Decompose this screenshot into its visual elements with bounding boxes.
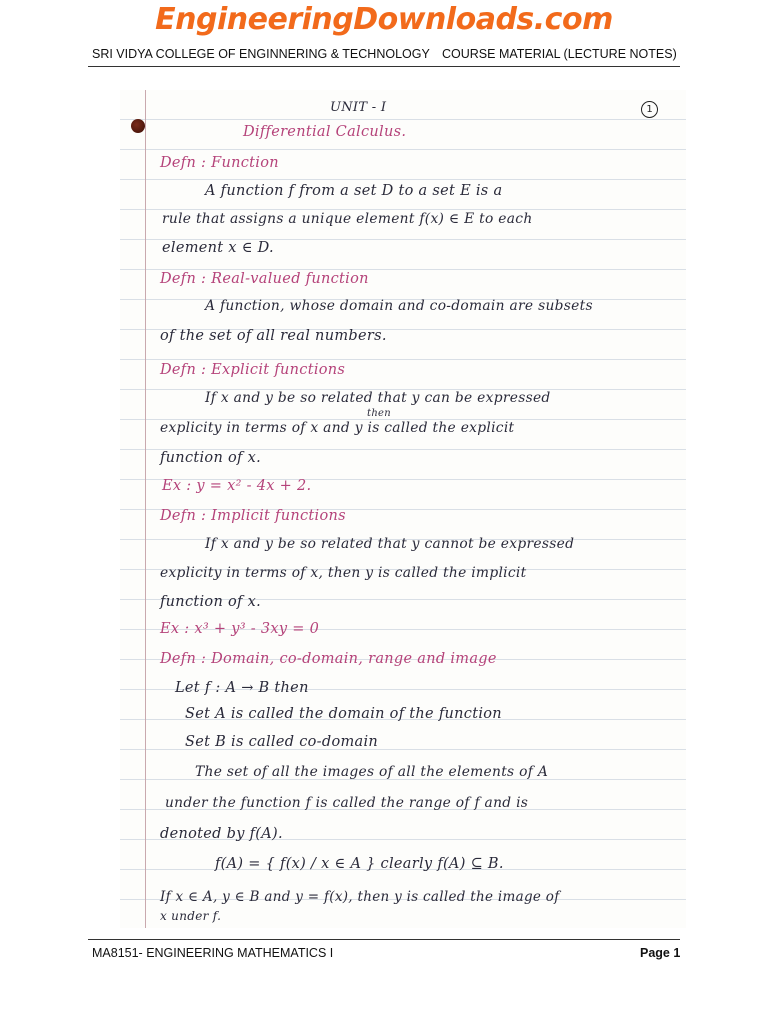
note-line: If x ∈ A, y ∈ B and y = f(x), then y is called the image of: [160, 889, 560, 905]
topic-title: Differential Calculus.: [243, 124, 407, 140]
defn-heading: Defn : Explicit functions: [160, 362, 346, 378]
footer-course: MA8151- ENGINEERING MATHEMATICS I: [92, 946, 334, 960]
defn-heading: Defn : Domain, co-domain, range and image: [160, 651, 497, 667]
footer-page: Page 1: [640, 946, 681, 960]
note-line: f(A) = { f(x) / x ∈ A } clearly f(A) ⊆ B.: [215, 856, 504, 872]
note-line: explicity in terms of x, then y is called the implicit: [160, 565, 527, 581]
note-line: If x and y be so related that y can be expressed: [205, 390, 551, 406]
margin-line: [145, 90, 146, 928]
note-correction: then: [367, 408, 392, 419]
punch-hole: [131, 119, 145, 133]
unit-title: UNIT - I: [330, 100, 387, 115]
note-line: of the set of all real numbers.: [160, 328, 387, 344]
note-line: rule that assigns a unique element f(x) ∈ E to each: [162, 211, 533, 227]
note-line: The set of all the images of all the elements of A: [195, 764, 549, 780]
header-rule: [88, 66, 680, 67]
example-line: Ex : x³ + y³ - 3xy = 0: [160, 621, 320, 637]
note-line: Set A is called the domain of the function: [185, 706, 502, 722]
note-line: A function f from a set D to a set E is a: [205, 183, 503, 199]
note-line: under the function f is called the range of f and is: [165, 795, 529, 811]
note-line: function of x.: [160, 450, 261, 466]
note-line: function of x.: [160, 594, 261, 610]
note-line: A function, whose domain and co-domain are subsets: [205, 298, 593, 314]
example-line: Ex : y = x² - 4x + 2.: [162, 478, 312, 494]
footer-rule: [88, 939, 680, 940]
header-college: SRI VIDYA COLLEGE OF ENGINNERING & TECHNOLOGY: [92, 47, 430, 61]
note-line: denoted by f(A).: [160, 826, 283, 842]
defn-heading: Defn : Function: [160, 155, 279, 171]
note-line: x under f.: [160, 909, 222, 923]
note-line: Set B is called co-domain: [185, 734, 379, 750]
watermark-logo: EngineeringDownloads.com: [155, 2, 613, 37]
page-number-circle: 1: [641, 101, 658, 118]
note-line: Let f : A → B then: [175, 680, 309, 696]
note-line: explicity in terms of x and y is called the explicit: [160, 420, 515, 436]
defn-heading: Defn : Implicit functions: [160, 508, 346, 524]
note-line: If x and y be so related that y cannot be expressed: [205, 536, 575, 552]
header-material: COURSE MATERIAL (LECTURE NOTES): [442, 47, 677, 61]
note-line: element x ∈ D.: [162, 240, 274, 256]
defn-heading: Defn : Real-valued function: [160, 271, 369, 287]
